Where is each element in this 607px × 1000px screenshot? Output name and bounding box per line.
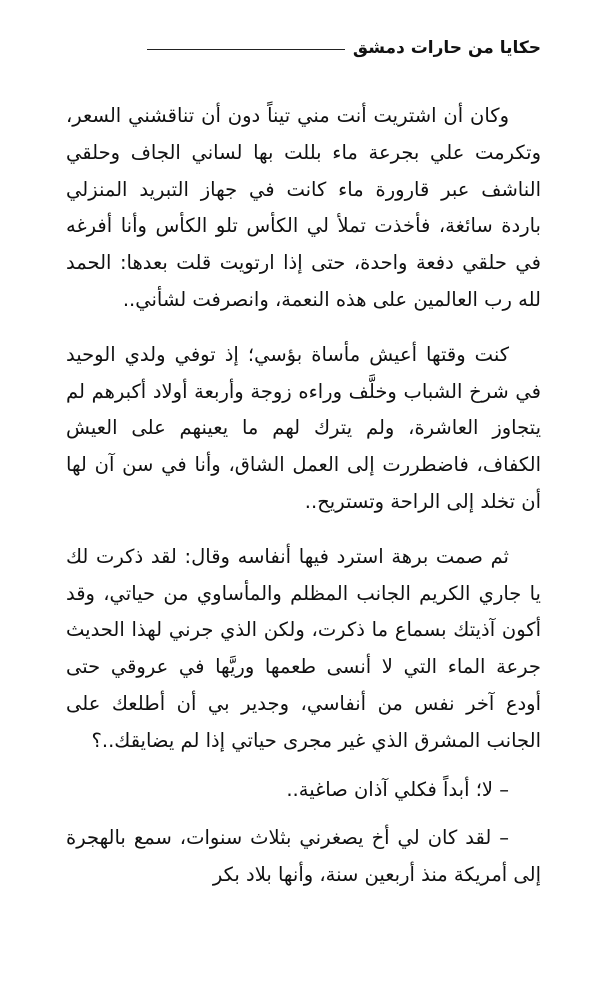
dialogue-line: – لا؛ أبداً فكلي آذان صاغية.. xyxy=(286,777,509,801)
page-body xyxy=(66,98,541,894)
header-rule xyxy=(147,49,345,50)
paragraph: ثم صمت برهة استرد فيها أنفاسه وقال: لقد ذكرت لك يا جاري الكريم الجانب المظلم والمأساوي من حياتي، وقد أكون آذيتك بسماع ما ذكرت، ولكن الذي جرني لهذا الحديث جرعة الماء التي لا أنسى طعمها وريَّها في عروقي حتى أودع آخر نفس من أنفاسي، وجدير بي أن أطلعك على الجانب المشرق الذي غير مجرى حياتي إذا لم يضايقك..؟ xyxy=(66,544,541,752)
paragraph: كنت وقتها أعيش مأساة بؤسي؛ إذ توفي ولدي الوحيد في شرخ الشباب وخلَّف وراءه زوجة وأربعة أولاد أكبرهم لم يتجاوز العاشرة، ولم يترك لهم ما يعينهم على العيش الكفاف، فاضطررت إلى العمل الشاق، وأنا في سن آن لها أن تخلد إلى الراحة وتستريح.. xyxy=(66,342,541,513)
paragraph: وكان أن اشتريت أنت مني تيناً دون أن تناقشني السعر، وتكرمت علي بجرعة ماء بللت بها لساني الجاف وحلقي الناشف عبر قارورة ماء كانت في جهاز التبريد المنزلي باردة سائغة، فأخذت تملأ لي الكأس تلو الكأس وأنا أفرغه في حلقي دفعة واحدة، حتى إذا ارتويت قلت بعدها: الحمد لله رب العالمين على هذه النعمة، وانصرفت لشأني.. xyxy=(66,104,541,311)
book-title: حكايا من حارات دمشق xyxy=(352,38,541,58)
dialogue-line: – لقد كان لي أخ يصغرني بثلاث سنوات، سمع بالهجرة إلى أمريكة منذ أربعين سنة، وأنها بلاد بكر xyxy=(66,826,541,887)
running-header xyxy=(147,38,541,58)
